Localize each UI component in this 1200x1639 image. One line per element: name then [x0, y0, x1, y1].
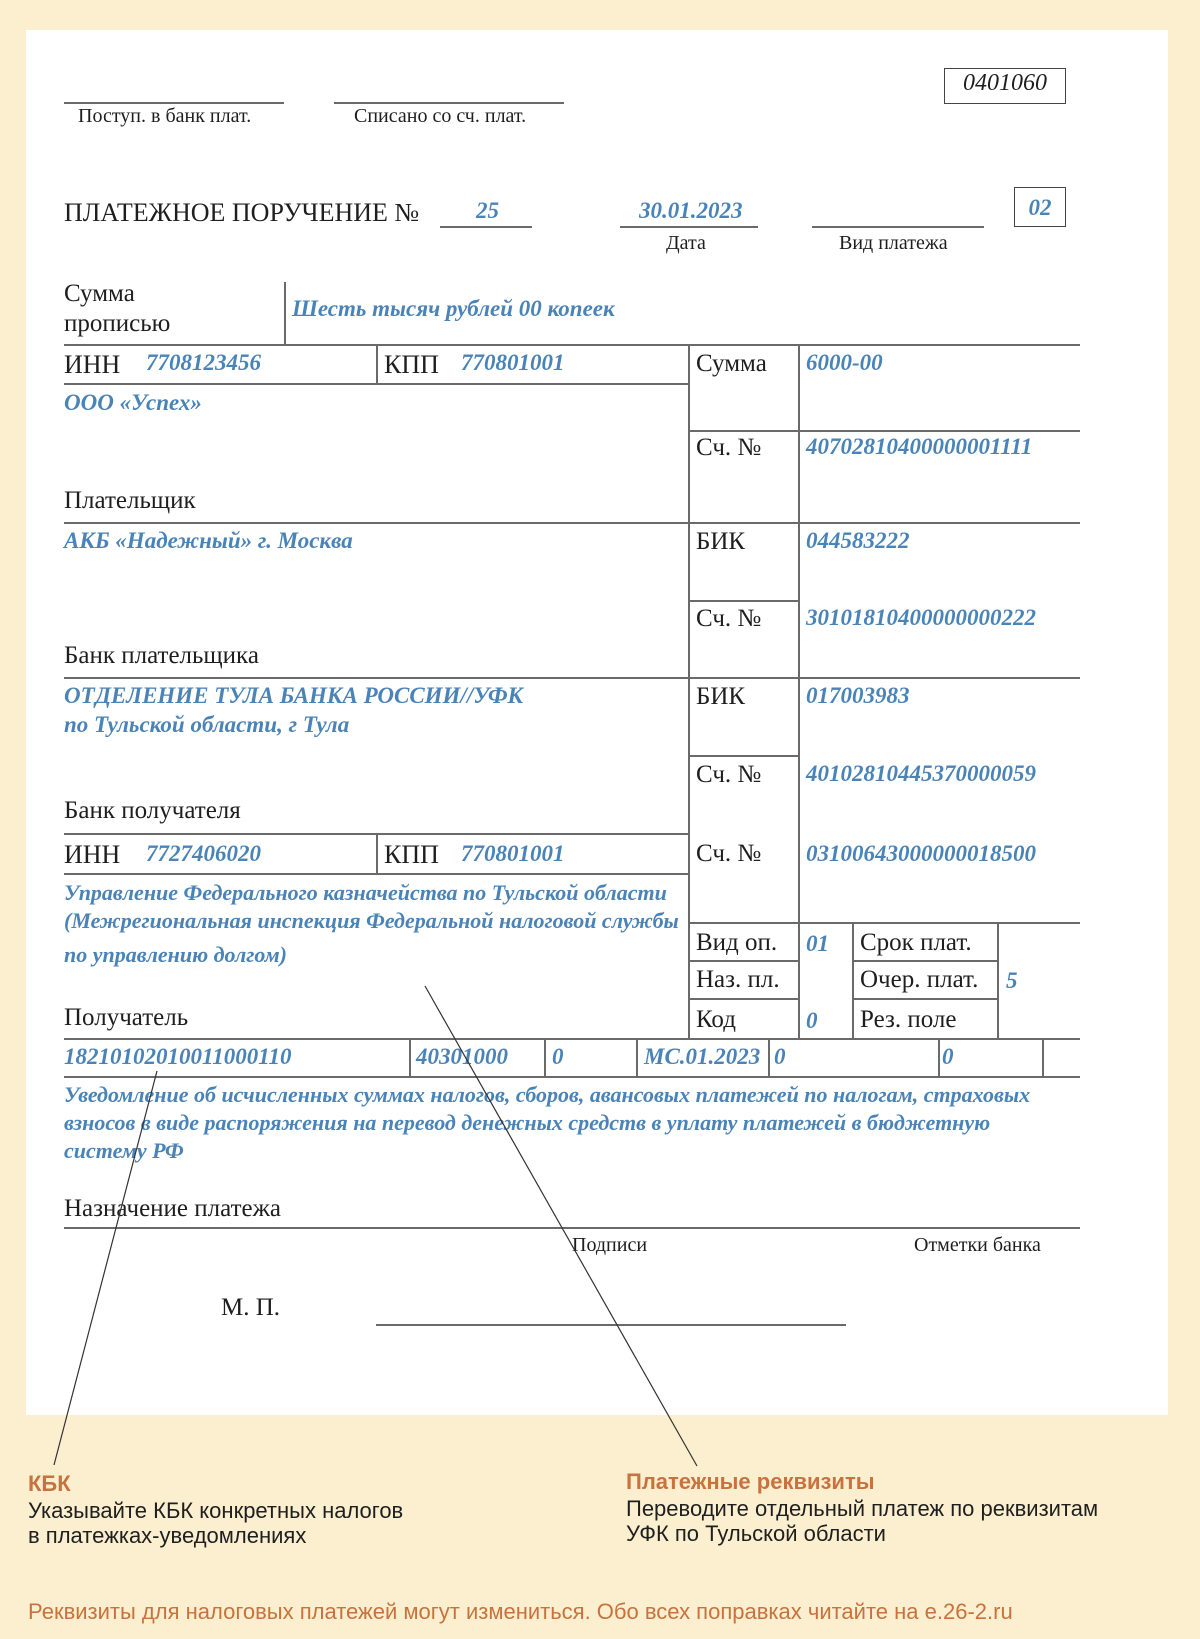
req-pointer-line	[425, 986, 697, 1466]
req-note-line-2: УФК по Тульской области	[626, 1521, 886, 1546]
payer-bank-bik-label: БИК	[696, 528, 746, 555]
tax-period: МС.01.2023	[644, 1044, 761, 1069]
payer-status: 02	[1028, 195, 1052, 220]
amount-words-label-2: прописью	[64, 310, 171, 337]
payer-bank-name: АКБ «Надежный» г. Москва	[64, 528, 353, 553]
recipient-account: 03100643000000018500	[806, 841, 1036, 866]
payer-kpp: 770801001	[461, 350, 565, 375]
recipient-name-2: (Межрегиональная инспекция Федеральной налоговой службы	[64, 908, 679, 933]
debited-label: Списано со сч. плат.	[354, 105, 527, 127]
payer-bank-bik: 044583222	[806, 528, 910, 553]
payer-account: 40702810400000001111	[806, 434, 1033, 459]
amount-words-value: Шесть тысяч рублей 00 копеек	[292, 296, 615, 321]
recipient-account-label: Сч. №	[696, 840, 762, 867]
payer-section-label: Плательщик	[64, 487, 196, 514]
payer-inn-label: ИНН	[64, 350, 121, 379]
payer-kpp-label: КПП	[384, 350, 439, 379]
code-label: Код	[696, 1006, 736, 1033]
payment-type-label: Вид платежа	[839, 232, 948, 254]
recipient-bank-account: 40102810445370000059	[806, 761, 1036, 786]
code: 0	[806, 1008, 818, 1033]
due-label: Срок плат.	[860, 929, 972, 956]
kbk-note-line-2: в платежках-уведомлениях	[28, 1523, 307, 1548]
footer-note: Реквизиты для налоговых платежей могут измениться. Обо всех поправках читайте на e.26-2.ru	[28, 1599, 1013, 1624]
date-label: Дата	[666, 232, 706, 254]
tax-doc-date: 0	[942, 1044, 954, 1069]
form-code: 0401060	[963, 70, 1047, 96]
kbk: 18210102010011000110	[64, 1044, 292, 1069]
req-note-line-1: Переводите отдельный платеж по реквизитам	[626, 1496, 1099, 1521]
tax-doc-number: 0	[774, 1044, 786, 1069]
reserve-label: Рез. поле	[860, 1006, 957, 1033]
op-type: 01	[806, 931, 829, 956]
payer-bank-account: 30101810400000000222	[806, 605, 1036, 630]
purpose-label: Назначение платежа	[64, 1195, 281, 1222]
page-title: ПЛАТЕЖНОЕ ПОРУЧЕНИЕ №	[64, 198, 420, 227]
priority: 5	[1006, 968, 1018, 993]
received-label: Поступ. в банк плат.	[78, 105, 252, 127]
purpose-3: систему РФ	[64, 1138, 184, 1163]
payer-sum-label: Сумма	[696, 350, 767, 377]
recipient-kpp: 770801001	[461, 841, 565, 866]
purpose-code-label: Наз. пл.	[696, 966, 780, 993]
recipient-kpp-label: КПП	[384, 840, 439, 869]
recipient-inn-label: ИНН	[64, 840, 121, 869]
recipient-bank-section-label: Банк получателя	[64, 797, 241, 824]
tax-basis: 0	[552, 1044, 564, 1069]
order-date: 30.01.2023	[639, 198, 743, 223]
amount-words-label-1: Сумма	[64, 280, 135, 307]
purpose-1: Уведомление об исчисленных суммах налогов, сборов, авансовых платежей по налогам, страховых	[64, 1082, 1031, 1107]
kbk-note-title: КБК	[28, 1471, 71, 1496]
signatures-label: Подписи	[572, 1234, 648, 1256]
payer-sum: 6000-00	[806, 350, 883, 375]
payer-inn: 7708123456	[146, 350, 261, 375]
op-type-label: Вид оп.	[696, 929, 778, 956]
order-number: 25	[476, 198, 499, 223]
payer-account-label: Сч. №	[696, 434, 762, 461]
payer-bank-section-label: Банк плательщика	[64, 642, 259, 669]
priority-label: Очер. плат.	[860, 966, 979, 993]
kbk-note-line-1: Указывайте КБК конкретных налогов	[28, 1498, 404, 1523]
recipient-name-3: по управлению долгом)	[64, 942, 287, 967]
recipient-bank-bik: 017003983	[806, 683, 910, 708]
oktmo: 40301000	[416, 1044, 508, 1069]
recipient-section-label: Получатель	[64, 1004, 189, 1031]
stamp-label: М. П.	[221, 1294, 281, 1321]
purpose-2: взносов в виде распоряжения на перевод денежных средств в уплату платежей в бюджетную	[64, 1110, 991, 1135]
req-note-title: Платежные реквизиты	[626, 1469, 875, 1494]
recipient-bank-name-1: ОТДЕЛЕНИЕ ТУЛА БАНКА РОССИИ//УФК	[64, 683, 524, 708]
recipient-inn: 7727406020	[146, 841, 261, 866]
kbk-pointer-line	[54, 1071, 157, 1465]
bank-marks-label: Отметки банка	[914, 1234, 1041, 1256]
recipient-name-1: Управление Федерального казначейства по Тульской области	[64, 880, 667, 905]
payer-bank-account-label: Сч. №	[696, 605, 762, 632]
recipient-bank-name-2: по Тульской области, г Тула	[64, 712, 350, 737]
recipient-bank-account-label: Сч. №	[696, 761, 762, 788]
recipient-bank-bik-label: БИК	[696, 683, 746, 710]
payer-name: ООО «Успех»	[64, 390, 202, 415]
